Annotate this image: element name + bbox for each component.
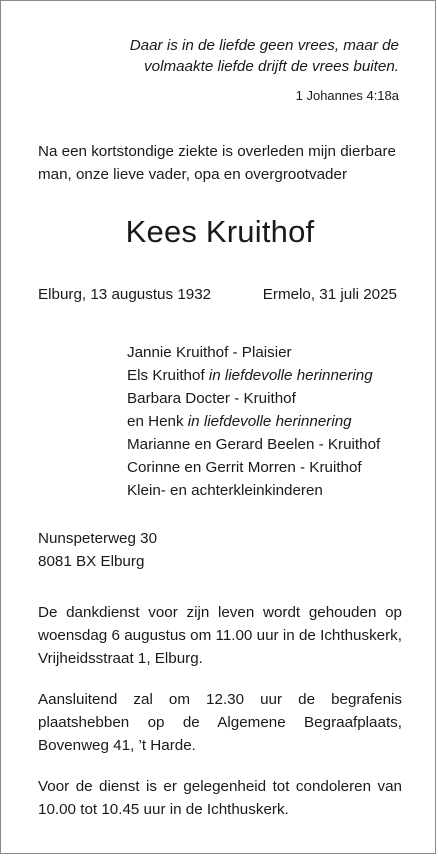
bible-verse (41, 35, 399, 77)
burial-paragraph: Aansluitend zal om 12.30 uur de begrafenis plaatshebben op de Algemene Begraafplaats, Bovenweg 41, ’t Harde. (38, 691, 402, 754)
family-list (127, 341, 380, 502)
family-member-name: Klein- en achterkleinkinderen (127, 482, 323, 499)
address-block (38, 527, 157, 573)
address-street: Nunspeterweg 30 (38, 530, 158, 547)
address-city: 8081 BX Elburg (38, 553, 145, 570)
family-member-name: Barbara Docter - Kruithof (127, 390, 296, 407)
family-member-note: in liefdevolle herinnering (208, 367, 373, 384)
family-member-name: en Henk (127, 413, 188, 430)
family-member (127, 341, 380, 364)
family-member (127, 387, 380, 410)
verse-reference: 1 Johannes 4:18a (295, 88, 399, 103)
family-member-name: Jannie Kruithof - Plaisier (127, 344, 292, 361)
intro-text (38, 140, 408, 186)
death-date: Ermelo, 31 juli 2025 (262, 286, 397, 303)
intro-line-1: Na een kortstondige ziekte is overleden mijn dierbare (38, 143, 396, 160)
family-member-name: Marianne en Gerard Beelen - Kruithof (127, 436, 381, 453)
family-member (127, 479, 380, 502)
family-member (127, 364, 380, 387)
family-member (127, 410, 380, 433)
family-member (127, 433, 380, 456)
service-paragraph: De dankdienst voor zijn leven wordt gehouden op woensdag 6 augustus om 11.00 uur in de Ichthuskerk, Vrijheidsstraat 1, Elburg. (38, 604, 402, 667)
family-member (127, 456, 380, 479)
verse-line-2: volmaakte liefde drijft de vrees buiten. (144, 58, 399, 75)
family-member-note: in liefdevolle herinnering (187, 413, 352, 430)
family-member-name: Els Kruithof (127, 367, 209, 384)
birth-date: Elburg, 13 augustus 1932 (38, 286, 212, 303)
deceased-name: Kees Kruithof (125, 214, 315, 249)
family-member-name: Corinne en Gerrit Morren - Kruithof (127, 459, 362, 476)
condolence-paragraph: Voor de dienst is er gelegenheid tot condoleren van 10.00 tot 10.45 uur in de Ichthuskerk. (38, 778, 402, 818)
verse-line-1: Daar is in de liefde geen vrees, maar de (129, 37, 399, 54)
intro-line-2: man, onze lieve vader, opa en overgrootvader (38, 166, 348, 183)
